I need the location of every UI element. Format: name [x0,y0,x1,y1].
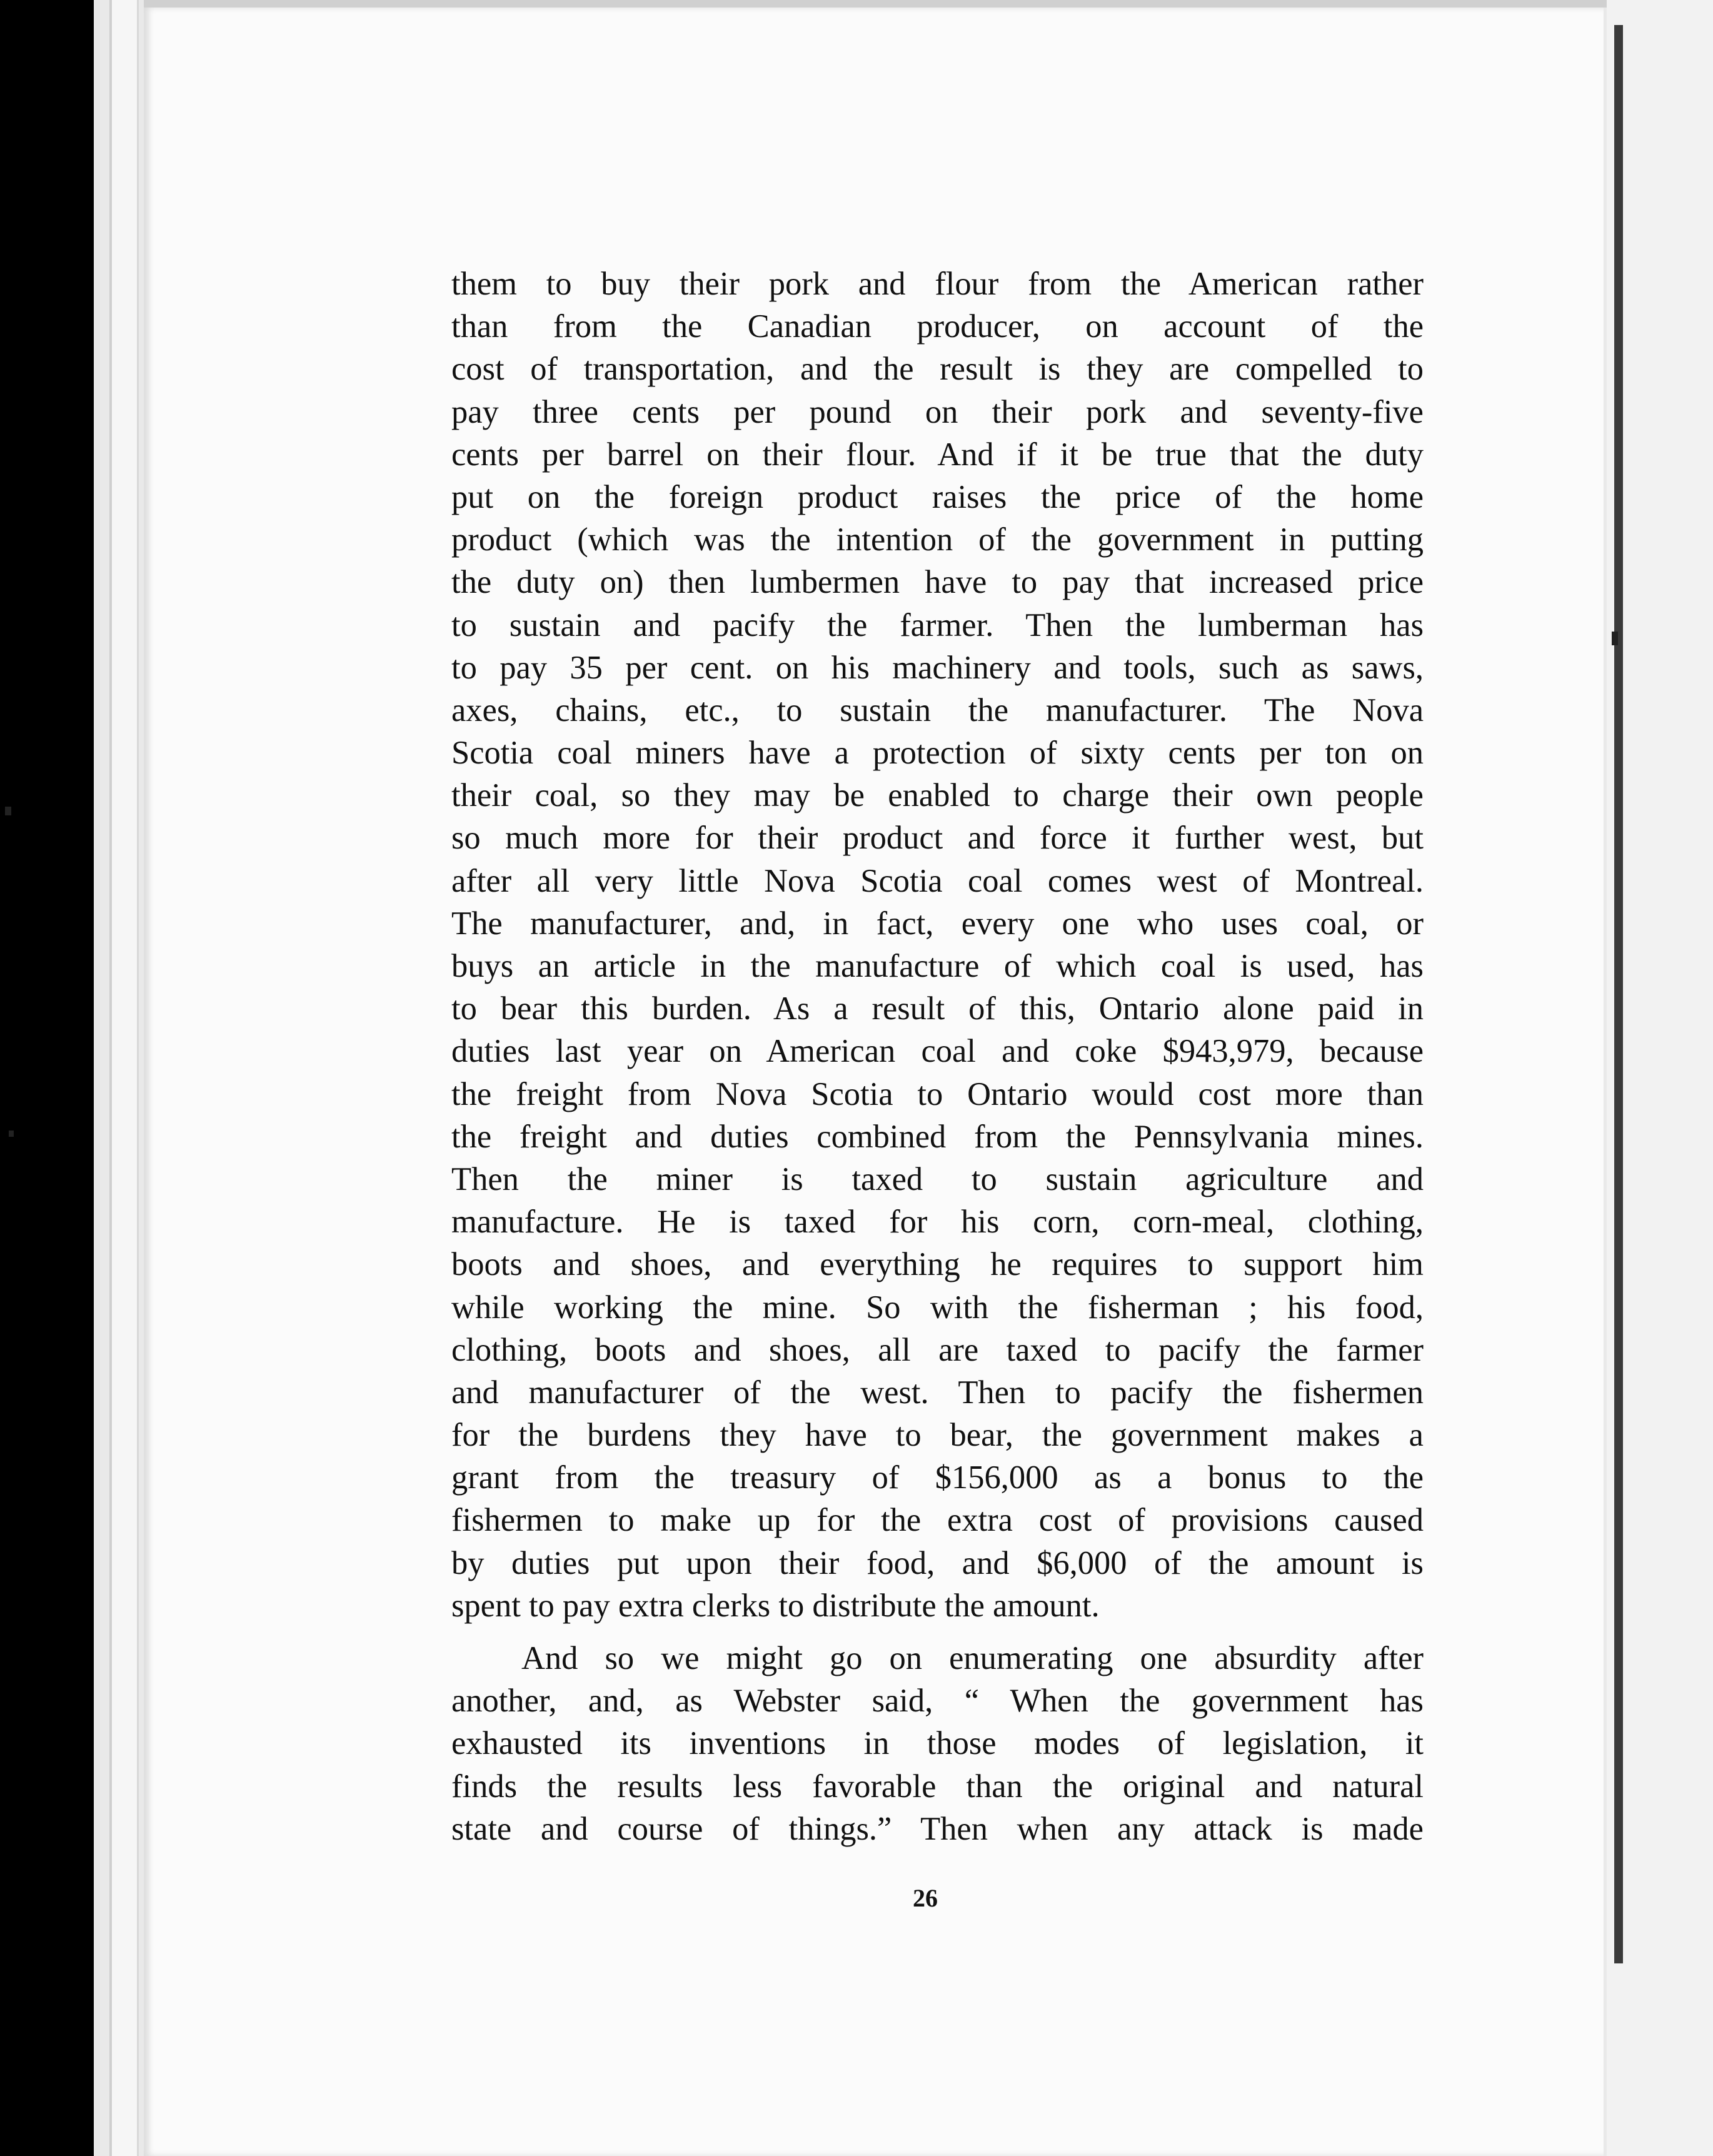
right-edge-shadow [1614,25,1623,1963]
text-line: to sustain and pacify the farmer. Then the lumberman has [451,607,1424,643]
body-text [451,263,1424,1850]
text-line: grant from the treasury of $156,000 as a bonus to the [451,1459,1424,1496]
text-line: exhausted its inventions in those modes of legislation, it [451,1725,1424,1762]
text-line: state and course of things.” Then when any attack is made [451,1810,1424,1847]
text-line: cents per barrel on their flour. And if it be true that the duty [451,436,1424,473]
text-line: The manufacturer, and, in fact, every one who uses coal, or [451,905,1424,942]
text-line: And so we might go on enumerating one absurdity after [521,1640,1424,1676]
top-page-edge [144,0,1607,8]
text-line: than from the Canadian producer, on account of the [451,308,1424,345]
text-line: the freight and duties combined from the Pennsylvania mines. [451,1118,1424,1155]
text-line: to pay 35 per cent. on his machinery and tools, such as saws, [451,649,1424,686]
text-line: buys an article in the manufacture of which coal is used, has [451,948,1424,984]
text-line: put on the foreign product raises the price of the home [451,478,1424,515]
text-line: cost of transportation, and the result is they are compelled to [451,351,1424,388]
text-line: and manufacturer of the west. Then to pacify the fishermen [451,1374,1424,1411]
text-line: axes, chains, etc., to sustain the manufacturer. The Nova [451,692,1424,728]
page-number: 26 [913,1884,938,1912]
text-line: product (which was the intention of the government in putting [451,521,1424,558]
text-line: pay three cents per pound on their pork and seventy-five [451,393,1424,430]
scan-speck [5,807,11,815]
text-line: Scotia coal miners have a protection of sixty cents per ton on [451,735,1424,772]
text-line: for the burdens they have to bear, the government makes a [451,1417,1424,1454]
text-line: after all very little Nova Scotia coal comes west of Montreal. [451,862,1424,899]
text-line: them to buy their pork and flour from the American rather [451,266,1424,302]
text-line: so much more for their product and force it further west, but [451,820,1424,857]
text-line: manufacture. He is taxed for his corn, corn-meal, clothing, [451,1204,1424,1241]
text-line: the freight from Nova Scotia to Ontario would cost more than [451,1075,1424,1112]
text-line: the duty on) then lumbermen have to pay that increased price [451,564,1424,601]
text-line: boots and shoes, and everything he requires to support him [451,1246,1424,1283]
text-line: fishermen to make up for the extra cost of provisions caused [451,1502,1424,1539]
text-line: by duties put upon their food, and $6,000 of the amount is [451,1544,1424,1581]
text-line: spent to pay extra clerks to distribute the amount. [451,1587,1100,1624]
left-page-binding [109,0,139,2156]
scan-speck [1612,632,1618,645]
text-line: while working the mine. So with the fisherman ; his food, [451,1289,1424,1326]
text-line: their coal, so they may be enabled to charge their own people [451,777,1424,814]
text-line: duties last year on American coal and coke $943,979, because [451,1033,1424,1070]
text-line: finds the results less favorable than the original and natural [451,1768,1424,1805]
paragraph-gap [451,1627,1424,1637]
text-line: another, and, as Webster said, “ When the government has [451,1683,1424,1720]
text-line: clothing, boots and shoes, all are taxed to pacify the farmer [451,1331,1424,1368]
text-line: to bear this burden. As a result of this, Ontario alone paid in [451,990,1424,1027]
scan-speck [9,1131,14,1137]
text-line: Then the miner is taxed to sustain agriculture and [451,1161,1424,1197]
